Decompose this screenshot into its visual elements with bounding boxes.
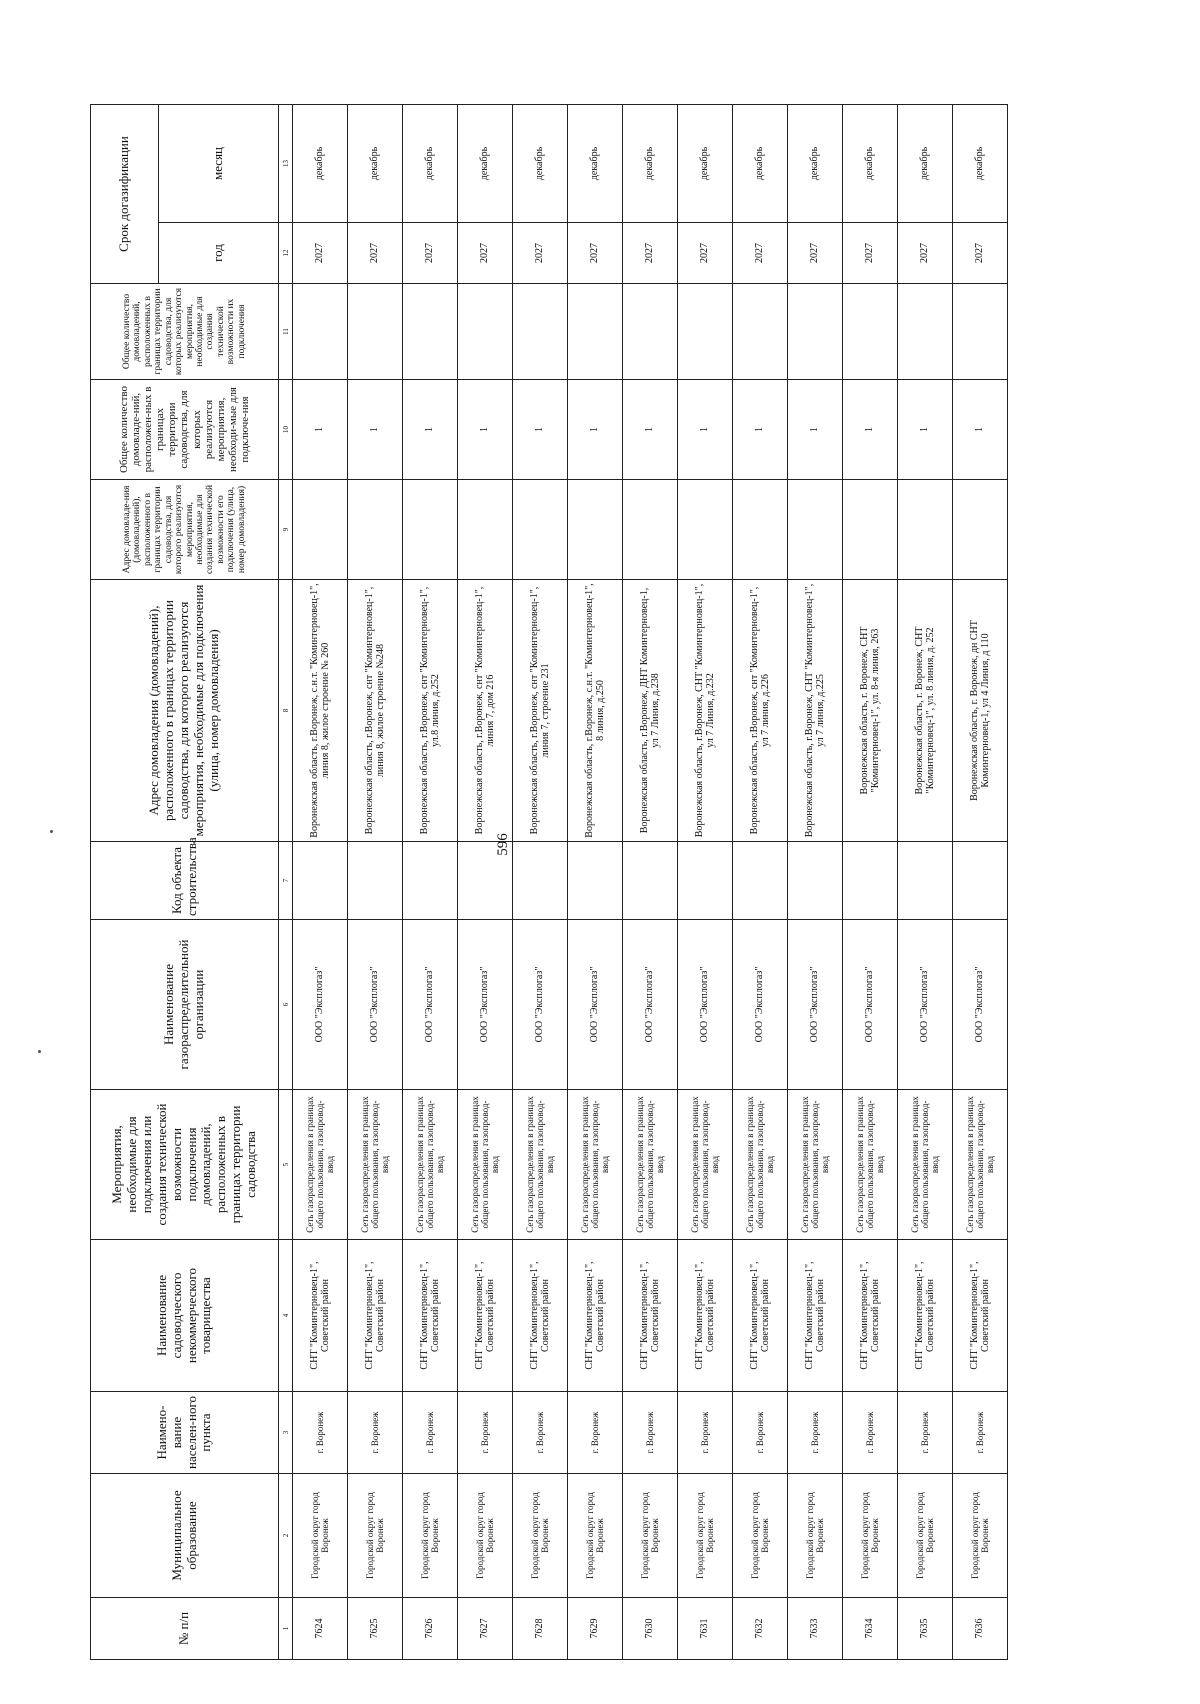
table-row (788, 105, 843, 1660)
cell-count-tech (678, 284, 733, 380)
cell-address: Воронежская область, г. Воронеж, СНТ "Коминтерновец-1", ул. 8-я линия, 263 (843, 580, 898, 842)
cell-snt: СНТ "Коминтерновец-1", Советский район (788, 1240, 843, 1392)
cell-gdo: ООО "Эксплогаз" (568, 920, 623, 1090)
cell-address: Воронежская область, г.Воронеж, снт "Коминтерновец-1", ул.8 линия, д.252 (403, 580, 458, 842)
header-num: № п/п (91, 1598, 279, 1660)
cell-month: декабрь (348, 105, 403, 223)
cell-count-connect: 1 (623, 380, 678, 480)
cell-municipality: Городской округ город Воронеж (788, 1474, 843, 1598)
cell-settlement: г. Воронеж (733, 1392, 788, 1474)
cell-year: 2027 (733, 223, 788, 284)
cell-month: декабрь (953, 105, 1008, 223)
cell-measure: Сеть газораспределения в границах общего пользования, газопровод-ввод (513, 1090, 568, 1240)
cell-address-tech (733, 480, 788, 580)
cell-year: 2027 (678, 223, 733, 284)
cell-municipality: Городской округ город Воронеж (458, 1474, 513, 1598)
scan-speck (38, 1050, 41, 1053)
cell-address: Воронежская область, г.Воронеж, с.н.т. "Коминтерновец-1", 8 линия, д.250 (568, 580, 623, 842)
cell-address: Воронежская область, г.Воронеж, снт "Коминтерновец-1", линия 7, дом 216 (458, 580, 513, 842)
cell-address-tech (403, 480, 458, 580)
header-month: месяц (159, 105, 279, 223)
cell-municipality: Городской округ город Воронеж (898, 1474, 953, 1598)
cell-code (348, 842, 403, 920)
cell-code (843, 842, 898, 920)
cell-year: 2027 (403, 223, 458, 284)
cell-year: 2027 (348, 223, 403, 284)
cell-num: 7629 (568, 1598, 623, 1660)
header-deadline: Срок догазификации (91, 105, 159, 284)
cell-municipality: Городской округ город Воронеж (953, 1474, 1008, 1598)
cell-address: Воронежская область, г.Воронеж, снт "Коминтерновец-1", линия 7, строение 231 (513, 580, 568, 842)
cell-month: декабрь (458, 105, 513, 223)
table-row (623, 105, 678, 1660)
cell-settlement: г. Воронеж (843, 1392, 898, 1474)
cell-snt: СНТ "Коминтерновец-1", Советский район (733, 1240, 788, 1392)
cell-settlement: г. Воронеж (678, 1392, 733, 1474)
cell-address: Воронежская область, г.Воронеж, с.н.т. "Коминтерновец-1", линия 8, жилое строение № 260 (293, 580, 348, 842)
cell-snt: СНТ "Коминтерновец-1", Советский район (348, 1240, 403, 1392)
table-row (843, 105, 898, 1660)
table-row (898, 105, 953, 1660)
cell-num: 7636 (953, 1598, 1008, 1660)
table-row (568, 105, 623, 1660)
cell-code (513, 842, 568, 920)
cell-address-tech (348, 480, 403, 580)
cell-count-tech (568, 284, 623, 380)
cell-gdo: ООО "Эксплогаз" (898, 920, 953, 1090)
cell-snt: СНТ "Коминтерновец-1", Советский район (458, 1240, 513, 1392)
cell-settlement: г. Воронеж (568, 1392, 623, 1474)
cell-address-tech (678, 480, 733, 580)
cell-count-connect: 1 (458, 380, 513, 480)
cell-code (678, 842, 733, 920)
cell-address: Воронежская область, г. Воронеж, дн СНТ Коминтерновец-1, ул 4 Линия, д 110 (953, 580, 1008, 842)
cell-year: 2027 (788, 223, 843, 284)
cell-count-connect: 1 (843, 380, 898, 480)
cell-gdo: ООО "Эксплогаз" (623, 920, 678, 1090)
cell-gdo: ООО "Эксплогаз" (678, 920, 733, 1090)
cell-count-connect: 1 (568, 380, 623, 480)
cell-num: 7632 (733, 1598, 788, 1660)
cell-year: 2027 (513, 223, 568, 284)
column-number-cell: 13 (279, 105, 293, 223)
column-number-cell: 12 (279, 223, 293, 284)
cell-num: 7625 (348, 1598, 403, 1660)
column-number-row (279, 105, 293, 1660)
cell-measure: Сеть газораспределения в границах общего пользования, газопровод-ввод (898, 1090, 953, 1240)
cell-month: декабрь (623, 105, 678, 223)
cell-settlement: г. Воронеж (898, 1392, 953, 1474)
cell-count-tech (953, 284, 1008, 380)
cell-measure: Сеть газораспределения в границах общего пользования, газопровод-ввод (733, 1090, 788, 1240)
cell-snt: СНТ "Коминтерновец-1", Советский район (898, 1240, 953, 1392)
cell-address-tech (953, 480, 1008, 580)
cell-measure: Сеть газораспределения в границах общего пользования, газопровод-ввод (678, 1090, 733, 1240)
cell-count-tech (513, 284, 568, 380)
cell-measure: Сеть газораспределения в границах общего пользования, газопровод-ввод (293, 1090, 348, 1240)
column-number-cell: 1 (279, 1598, 293, 1660)
cell-measure: Сеть газораспределения в границах общего пользования, газопровод-ввод (788, 1090, 843, 1240)
cell-code (568, 842, 623, 920)
column-number-cell: 10 (279, 380, 293, 480)
cell-settlement: г. Воронеж (403, 1392, 458, 1474)
cell-month: декабрь (293, 105, 348, 223)
cell-municipality: Городской округ город Воронеж (513, 1474, 568, 1598)
header-municipality: Муниципальное образование (91, 1474, 279, 1598)
cell-code (953, 842, 1008, 920)
cell-count-connect: 1 (678, 380, 733, 480)
cell-count-tech (623, 284, 678, 380)
cell-month: декабрь (403, 105, 458, 223)
cell-month: декабрь (568, 105, 623, 223)
column-number-cell: 4 (279, 1240, 293, 1392)
table-row (953, 105, 1008, 1660)
cell-year: 2027 (293, 223, 348, 284)
table-row (513, 105, 568, 1660)
cell-gdo: ООО "Эксплогаз" (953, 920, 1008, 1090)
cell-gdo: ООО "Эксплогаз" (843, 920, 898, 1090)
cell-month: декабрь (513, 105, 568, 223)
cell-address: Воронежская область, г.Воронеж, СНТ "Коминтерновец-1", ул 7 линия, д.225 (788, 580, 843, 842)
cell-month: декабрь (733, 105, 788, 223)
cell-num: 7635 (898, 1598, 953, 1660)
cell-measure: Сеть газораспределения в границах общего пользования, газопровод-ввод (623, 1090, 678, 1240)
column-number-cell: 2 (279, 1474, 293, 1598)
cell-address: Воронежская область, г.Воронеж, снт "Коминтерновец-1", линия 8, жилое строение №248 (348, 580, 403, 842)
cell-num: 7633 (788, 1598, 843, 1660)
cell-num: 7634 (843, 1598, 898, 1660)
cell-code (898, 842, 953, 920)
cell-month: декабрь (678, 105, 733, 223)
cell-settlement: г. Воронеж (953, 1392, 1008, 1474)
table-row (403, 105, 458, 1660)
cell-settlement: г. Воронеж (513, 1392, 568, 1474)
table-body (279, 105, 1008, 1660)
column-number-cell: 6 (279, 920, 293, 1090)
cell-month: декабрь (843, 105, 898, 223)
cell-address-tech (898, 480, 953, 580)
cell-count-connect: 1 (898, 380, 953, 480)
scan-speck (50, 830, 53, 833)
cell-code (293, 842, 348, 920)
cell-count-tech (458, 284, 513, 380)
header-address-tech: Адрес домовладе-ния (домовладений), расположенного в границах территории садоводства, для которого реализуются мероприятия, необходимые для создания технической возможности его подключения (улица, номер домовладения) (91, 480, 279, 580)
cell-address: Воронежская область, г.Воронеж, ДНТ Коминтерновец-1, ул 7 Линия, д.238 (623, 580, 678, 842)
cell-address-tech (458, 480, 513, 580)
cell-measure: Сеть газораспределения в границах общего пользования, газопровод-ввод (843, 1090, 898, 1240)
cell-year: 2027 (458, 223, 513, 284)
header-count-connect: Общее количество домовладе-ний, расположен-ных в границах территории садоводства, для которых реализуются мероприятия, необходи-мые для подключе-ния (91, 380, 279, 480)
cell-measure: Сеть газораспределения в границах общего пользования, газопровод-ввод (458, 1090, 513, 1240)
cell-num: 7624 (293, 1598, 348, 1660)
cell-snt: СНТ "Коминтерновец-1", Советский район (843, 1240, 898, 1392)
cell-address-tech (788, 480, 843, 580)
cell-code (458, 842, 513, 920)
cell-measure: Сеть газораспределения в границах общего пользования, газопровод-ввод (953, 1090, 1008, 1240)
header-address: Адрес домовладения (домовладений), расположенного в границах территории садоводства, для которого реализуются мероприятия, необходимые для подключения (улица, номер домовладения) (91, 580, 279, 842)
cell-address: Воронежская область, г.Воронеж, СНТ "Коминтерновец-1", ул 7 Линия, д.232 (678, 580, 733, 842)
cell-num: 7631 (678, 1598, 733, 1660)
column-number-cell: 8 (279, 580, 293, 842)
cell-count-tech (293, 284, 348, 380)
cell-num: 7630 (623, 1598, 678, 1660)
table-row (733, 105, 788, 1660)
header-snt: Наименование садоводческого некоммерческого товарищества (91, 1240, 279, 1392)
cell-count-connect: 1 (513, 380, 568, 480)
cell-snt: СНТ "Коминтерновец-1", Советский район (953, 1240, 1008, 1392)
table-row (348, 105, 403, 1660)
cell-snt: СНТ "Коминтерновец-1", Советский район (568, 1240, 623, 1392)
cell-count-tech (843, 284, 898, 380)
cell-count-connect: 1 (403, 380, 458, 480)
cell-municipality: Городской округ город Воронеж (678, 1474, 733, 1598)
cell-count-connect: 1 (348, 380, 403, 480)
header-code: Код объекта строительства (91, 842, 279, 920)
cell-count-tech (733, 284, 788, 380)
cell-address-tech (513, 480, 568, 580)
column-number-cell: 7 (279, 842, 293, 920)
cell-address: Воронежская область, г.Воронеж, снт "Коминтерновец-1", ул 7 линия, д.226 (733, 580, 788, 842)
cell-gdo: ООО "Эксплогаз" (733, 920, 788, 1090)
cell-snt: СНТ "Коминтерновец-1", Советский район (403, 1240, 458, 1392)
cell-gdo: ООО "Эксплогаз" (788, 920, 843, 1090)
cell-municipality: Городской округ город Воронеж (403, 1474, 458, 1598)
cell-num: 7628 (513, 1598, 568, 1660)
cell-code (623, 842, 678, 920)
cell-snt: СНТ "Коминтерновец-1", Советский район (293, 1240, 348, 1392)
cell-municipality: Городской округ город Воронеж (568, 1474, 623, 1598)
cell-year: 2027 (898, 223, 953, 284)
cell-num: 7626 (403, 1598, 458, 1660)
cell-count-tech (898, 284, 953, 380)
rotated-table-wrapper (90, 105, 1150, 1660)
cell-municipality: Городской округ город Воронеж (843, 1474, 898, 1598)
cell-gdo: ООО "Эксплогаз" (513, 920, 568, 1090)
cell-count-connect: 1 (733, 380, 788, 480)
cell-count-tech (403, 284, 458, 380)
cell-count-tech (348, 284, 403, 380)
cell-code (788, 842, 843, 920)
cell-gdo: ООО "Эксплогаз" (348, 920, 403, 1090)
cell-code (403, 842, 458, 920)
cell-address-tech (623, 480, 678, 580)
cell-address-tech (293, 480, 348, 580)
header-count-tech: Общее количество домовладений, расположенных в границах территории садоводства, для которых реализуются мероприятия, необходимые для создания технической возможности их подключения (91, 284, 279, 380)
cell-code (733, 842, 788, 920)
cell-address-tech (843, 480, 898, 580)
cell-gdo: ООО "Эксплогаз" (293, 920, 348, 1090)
header-year: год (159, 223, 279, 284)
cell-settlement: г. Воронеж (458, 1392, 513, 1474)
gasification-table (90, 104, 1008, 1660)
cell-measure: Сеть газораспределения в границах общего пользования, газопровод-ввод (403, 1090, 458, 1240)
cell-month: декабрь (898, 105, 953, 223)
cell-count-connect: 1 (788, 380, 843, 480)
cell-settlement: г. Воронеж (623, 1392, 678, 1474)
cell-settlement: г. Воронеж (788, 1392, 843, 1474)
cell-measure: Сеть газораспределения в границах общего пользования, газопровод-ввод (348, 1090, 403, 1240)
cell-municipality: Городской округ город Воронеж (293, 1474, 348, 1598)
cell-num: 7627 (458, 1598, 513, 1660)
table-row (458, 105, 513, 1660)
cell-year: 2027 (953, 223, 1008, 284)
cell-municipality: Городской округ город Воронеж (348, 1474, 403, 1598)
cell-count-connect: 1 (953, 380, 1008, 480)
cell-snt: СНТ "Коминтерновец-1", Советский район (623, 1240, 678, 1392)
cell-year: 2027 (843, 223, 898, 284)
column-number-cell: 3 (279, 1392, 293, 1474)
cell-year: 2027 (623, 223, 678, 284)
cell-measure: Сеть газораспределения в границах общего пользования, газопровод-ввод (568, 1090, 623, 1240)
header-gdo: Наименование газораспределительной организации (91, 920, 279, 1090)
cell-snt: СНТ "Коминтерновец-1", Советский район (513, 1240, 568, 1392)
column-number-cell: 9 (279, 480, 293, 580)
cell-settlement: г. Воронеж (348, 1392, 403, 1474)
column-number-cell: 5 (279, 1090, 293, 1240)
table-row (293, 105, 348, 1660)
cell-month: декабрь (788, 105, 843, 223)
cell-address-tech (568, 480, 623, 580)
page-number: 596 (494, 833, 511, 856)
cell-gdo: ООО "Эксплогаз" (403, 920, 458, 1090)
table-row (678, 105, 733, 1660)
header-measures: Мероприятия, необходимые для подключения или создания технической возможности подключения домовладений, расположенных в границах территории садоводства (91, 1090, 279, 1240)
column-number-cell: 11 (279, 284, 293, 380)
cell-count-tech (788, 284, 843, 380)
cell-snt: СНТ "Коминтерновец-1", Советский район (678, 1240, 733, 1392)
cell-year: 2027 (568, 223, 623, 284)
cell-municipality: Городской округ город Воронеж (733, 1474, 788, 1598)
cell-settlement: г. Воронеж (293, 1392, 348, 1474)
cell-municipality: Городской округ город Воронеж (623, 1474, 678, 1598)
cell-address: Воронежская область, г. Воронеж, СНТ "Коминтерновец-1", ул. 8 линия, д. 252 (898, 580, 953, 842)
cell-gdo: ООО "Эксплогаз" (458, 920, 513, 1090)
cell-count-connect: 1 (293, 380, 348, 480)
header-settlement: Наимено-вание населен-ного пункта (91, 1392, 279, 1474)
